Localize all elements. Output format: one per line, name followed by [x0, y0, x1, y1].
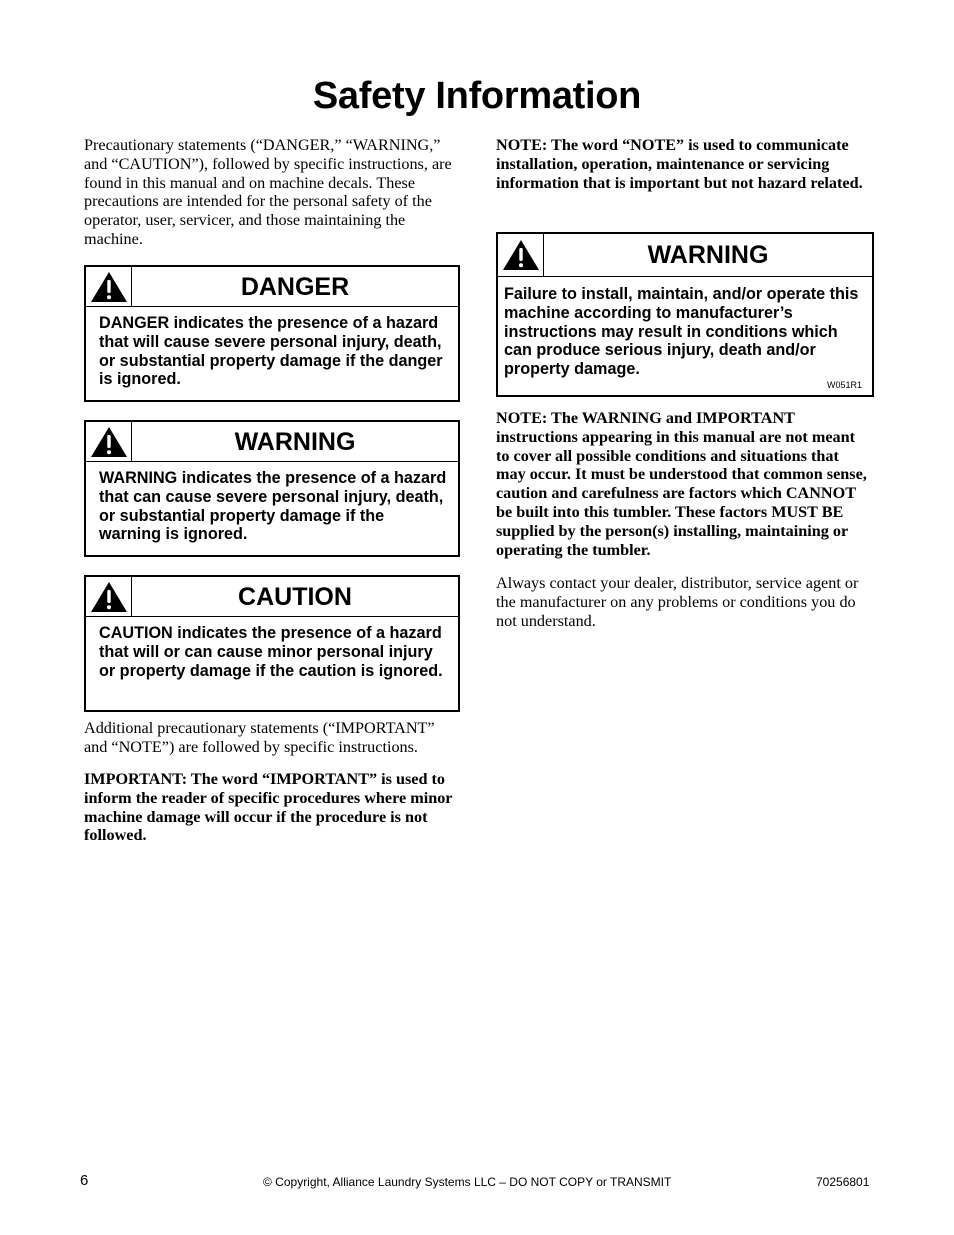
warning-box-text: Failure to install, maintain, and/or operate this machine according to manufacturer’s instructions may result in conditions which can produce serious injury, death and/or property damage. [504, 285, 859, 379]
intro-paragraph: Precautionary statements (“DANGER,” “WARNING,” and “CAUTION”), followed by specific instructions, are found in this manual and on machine decals. These precautions are intended for the personal safety of the operator, user, servicer, and those maintaining the machine. [84, 136, 452, 248]
important-paragraph: IMPORTANT: The word “IMPORTANT” is used to inform the reader of specific procedures where minor machine damage will occur if the procedure is not followed. [84, 770, 453, 845]
note-warning-important-paragraph: NOTE: The WARNING and IMPORTANT instructions appearing in this manual are not meant to cover all possible conditions and situations that may occur. It must be understood that common sense, caution and carefulness are factors which CANNOT be built into this tumbler. These factors MUST BE supplied by the person(s) installing, maintaining or operating the tumbler. [496, 409, 867, 559]
warning-definition-box [84, 420, 460, 557]
document-number: 70256801 [816, 1175, 870, 1189]
warning-triangle-icon [86, 267, 132, 306]
warning-triangle-icon [86, 577, 132, 616]
caution-label: CAUTION [238, 583, 352, 611]
page-title: Safety Information [312, 75, 642, 117]
caution-text: CAUTION indicates the presence of a hazard that will or can cause minor personal injury or property damage if the caution is ignored. [99, 624, 443, 680]
warning-definition-text: WARNING indicates the presence of a hazard that can cause severe personal injury, death, or substantial property damage if the warning is ignored. [99, 469, 447, 544]
note-paragraph: NOTE: The word “NOTE” is used to communicate installation, operation, maintenance or servicing information that is important but not hazard related. [496, 136, 863, 192]
warning-code: W051R1 [826, 380, 862, 390]
copyright-notice: © Copyright, Alliance Laundry Systems LLC – DO NOT COPY or TRANSMIT [263, 1175, 672, 1189]
contact-paragraph: Always contact your dealer, distributor, service agent or the manufacturer on any problems or conditions you do not understand. [496, 574, 859, 630]
warning-definition-label: WARNING [234, 428, 356, 456]
warning-box [496, 232, 874, 397]
danger-box [84, 265, 460, 402]
warning-triangle-icon [498, 234, 544, 276]
warning-box-label: WARNING [647, 241, 769, 269]
page-number: 6 [80, 1172, 89, 1189]
danger-text: DANGER indicates the presence of a hazard that will cause severe personal injury, death, or substantial property damage if the danger is ignored. [99, 314, 443, 389]
warning-triangle-icon [86, 422, 132, 461]
danger-label: DANGER [240, 273, 350, 301]
additional-paragraph: Additional precautionary statements (“IMPORTANT” and “NOTE”) are followed by specific instructions. [84, 719, 435, 756]
caution-box [84, 575, 460, 712]
